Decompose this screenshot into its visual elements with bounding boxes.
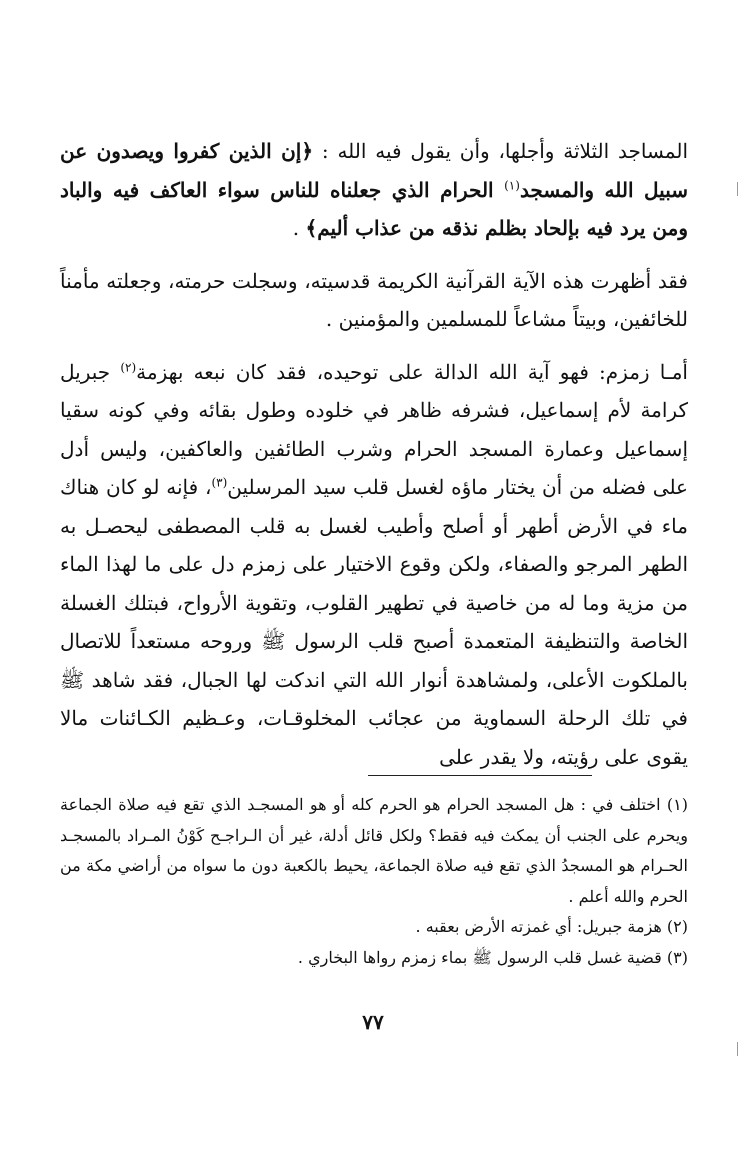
quran-verse-part-a: ﴿إن الذين كفروا ويصدون عن سبيل الله والمسجد	[60, 139, 689, 202]
paragraph-1-text: المساجد الثلاثة وأجلها، وأن يقول فيه الله :	[313, 139, 688, 163]
footnote-2: (٢) هزمة جبريل: أي غمزته الأرض بعقبه .	[415, 917, 688, 936]
paragraph-3-text-b: جبريل كرامة لأم إسماعيل، فشرفه ظاهر في خلوده وطول بقائه وفي كونه سقيا إسماعيل وعمارة المسجد الحرام وشرب الطائفين والعاكفين، وليس أدل على فضله من أن يختار ماؤه لغسل قلب سيد المرسلين	[60, 359, 688, 499]
paragraph-1-end: .	[292, 216, 306, 240]
paragraph-3	[60, 353, 688, 777]
margin-mark	[737, 1042, 738, 1056]
paragraph-3-text-c: ، فإنه لو كان هناك ماء في الأرض أطهر أو أصلح وأطيب لغسل به قلب المصطفى ليحصـل به الطهر المرجو والصفاء، ولكن وقوع الاختيار على زمزم دل على ما لهذا الماء من مزية وما له من خاصية في تطهير القلوب، وتقوية الأرواح، فبتلك الغسلة الخاصة والتنظيفة المتعمدة أصبح قلب الرسول ﷺ وروحه مستعداً للاتصال بالملكوت الأعلى، ولمشاهدة أنوار الله التي اندكت لها الجبال، فقد شاهد ﷺ في تلك الرحلة السماوية من عجائب المخلوقـات، وعـظيم الكـائنات مالا يقوى على رؤيته، ولا يقدر على	[60, 475, 689, 769]
footnotes	[60, 790, 688, 973]
footnote-ref-1: (١)	[504, 177, 520, 192]
page-number: ٧٧	[362, 1010, 384, 1034]
footnote-1: (١) اختلف في : هل المسجد الحرام هو الحرم كله أو هو المسجـد الذي تقع فيه صلاة الجماعة ويحرم على الجنب أن يمكث فيه فقط؟ ولكل قائل أدلة، غير أن الـراجـح كَوْنُ المـراد بالمسجـد الحـرام هو المسجدُ الذي تقع فيه صلاة الجماعة، يحيط بالكعبة دون ما سواه من أراضي مكة من الحرم والله أعلم .	[60, 795, 688, 906]
quran-verse-part-b: الحرام الذي جعلناه للناس سواء العاكف فيه والباد ومن يرد فيه بإلحاد بظلم نذقه من عذاب أليم﴾	[60, 177, 688, 240]
main-text	[60, 132, 688, 776]
paragraph-3-text-a: أمـا زمزم: فهو آية الله الدالة على توحيده، فقد كان نبعه بهزمة	[136, 359, 688, 384]
margin-mark	[737, 182, 738, 196]
footnote-ref-3: (٣)	[211, 475, 228, 490]
footnote-separator	[368, 775, 592, 776]
footnote-3: (٣) قضية غسل قلب الرسول ﷺ بماء زمزم رواها البخاري .	[297, 947, 688, 967]
paragraph-1	[60, 132, 688, 248]
footnote-ref-2: (٢)	[120, 359, 137, 374]
paragraph-2: فقد أظهرت هذه الآية القرآنية الكريمة قدسيته، وسجلت حرمته، وجعلته مأمناً للخائفين، وبيتاً مشاعاً للمسلمين والمؤمنين .	[60, 268, 688, 331]
